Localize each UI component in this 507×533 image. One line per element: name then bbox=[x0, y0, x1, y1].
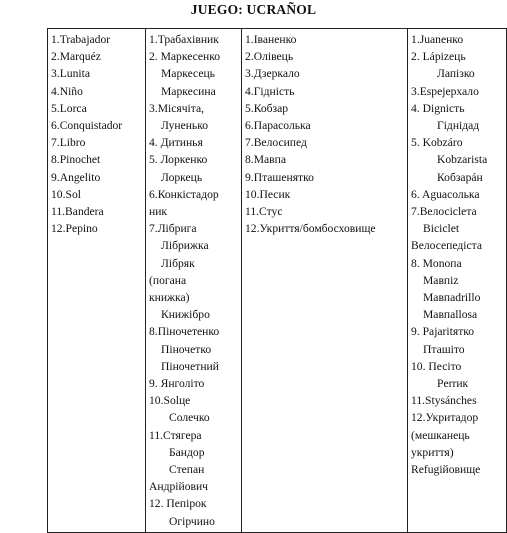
list-item: 1.Juanенко bbox=[411, 33, 464, 46]
list-item: 9.Пташенятко bbox=[245, 170, 314, 184]
list-item: 5.Кобзар bbox=[245, 101, 289, 115]
list-item: 5. Лоркенко bbox=[149, 153, 208, 167]
list-item: 12.Укритадор bbox=[411, 411, 479, 425]
list-item: 2.Олівець bbox=[245, 50, 294, 64]
list-item: 8.Піночетенко bbox=[149, 325, 220, 339]
page-title: JUEGO: UCRAÑOL bbox=[190, 2, 317, 17]
list-item: 6.Конкістадор bbox=[149, 187, 219, 201]
word-game-table bbox=[47, 28, 507, 533]
list-item: укриття) bbox=[411, 445, 454, 459]
list-item: 8.Мавпа bbox=[245, 153, 286, 167]
list-item: Мавпallosa bbox=[423, 308, 478, 322]
list-item: Лапізко bbox=[437, 67, 475, 81]
list-item: 7.Libro bbox=[51, 136, 86, 150]
list-item: 9. Pajaritятко bbox=[411, 325, 475, 339]
column-spanish-words bbox=[48, 29, 146, 533]
list-item: (погана bbox=[149, 273, 187, 287]
list-item: 4.Гідність bbox=[245, 84, 295, 98]
list-item: 4. Dignість bbox=[411, 101, 465, 115]
list-item: Луненько bbox=[161, 119, 209, 133]
list-item: 4. Дитинья bbox=[149, 136, 203, 150]
list-item: 5. Kobzáro bbox=[411, 136, 463, 150]
list-item: Гіднідад bbox=[437, 119, 480, 133]
list-item: Refugiйовище bbox=[411, 463, 481, 477]
list-item: Огірчино bbox=[169, 514, 215, 528]
list-item: Піночетний bbox=[161, 359, 219, 373]
column-ukrainized-spanish bbox=[146, 29, 242, 533]
list-item: Пташіто bbox=[423, 342, 465, 356]
list-item: Маркесець bbox=[161, 67, 215, 81]
list-item: 6.Парасолька bbox=[245, 119, 311, 133]
list-item: 3.Espejерхало bbox=[411, 84, 479, 98]
list-item: 11.Bandera bbox=[51, 205, 104, 219]
list-item: книжка) bbox=[149, 291, 190, 305]
list-item: Лоркець bbox=[161, 170, 203, 184]
list-item: Степан bbox=[169, 463, 205, 477]
list-item: Kobzarista bbox=[437, 153, 488, 167]
list-item: 7.Велосипед bbox=[245, 136, 307, 150]
list-item: Книжібро bbox=[161, 308, 210, 322]
list-item: 10. Песіто bbox=[411, 359, 462, 373]
column-hispanized-ukrainian bbox=[408, 29, 507, 533]
list-item: 8. Monoпа bbox=[411, 256, 462, 270]
list-item: Лібрижка bbox=[161, 239, 209, 253]
list-item: (мешканець bbox=[411, 428, 470, 442]
list-item: 3.Місячіта, bbox=[149, 101, 205, 115]
list-item: 1.Іваненко bbox=[245, 33, 297, 46]
table-row bbox=[48, 29, 507, 533]
list-item: 11.Стягера bbox=[149, 428, 202, 442]
list-item: Perrик bbox=[437, 377, 469, 391]
list-item: 2. Lápizець bbox=[411, 50, 466, 64]
list-item: Андрійович bbox=[149, 480, 209, 494]
list-item: Лібряк bbox=[161, 256, 195, 270]
list-item: 1.Trabajador bbox=[51, 33, 111, 46]
list-item: Кобзарáн bbox=[437, 170, 483, 184]
list-item: ник bbox=[149, 205, 168, 219]
list-item: 2. Маркесенко bbox=[149, 50, 221, 64]
list-item: 11.Stysánches bbox=[411, 394, 477, 408]
list-item: 11.Стус bbox=[245, 205, 283, 219]
list-item: Піночетко bbox=[161, 342, 212, 356]
list-item: 3.Дзеркало bbox=[245, 67, 300, 81]
list-item: Велосепедіста bbox=[411, 239, 483, 253]
list-item: Бандор bbox=[169, 445, 205, 459]
list-item: 9. Янголіто bbox=[149, 377, 205, 391]
list-item: 10.Песик bbox=[245, 187, 291, 201]
list-item: Мавпiz bbox=[423, 273, 459, 287]
list-item: 6. Aguaсолька bbox=[411, 187, 480, 201]
list-item: 5.Lorca bbox=[51, 101, 87, 115]
list-item: 10.Sol bbox=[51, 187, 81, 201]
list-item: Маркесина bbox=[161, 84, 216, 98]
list-item: 4.Niño bbox=[51, 84, 83, 98]
list-item: 3.Lunita bbox=[51, 67, 90, 81]
column-ukrainian-words bbox=[242, 29, 408, 533]
list-item: 1.Трабахівник bbox=[149, 33, 219, 46]
list-item: 2.Marquéz bbox=[51, 50, 101, 64]
list-item: 12.Укриття/бомбосховище bbox=[245, 222, 376, 236]
list-item: 9.Angelito bbox=[51, 170, 101, 184]
list-item: 10.Solце bbox=[149, 394, 191, 408]
list-item: 12. Пепірок bbox=[149, 497, 207, 511]
list-item: Bicіclet bbox=[423, 222, 460, 236]
list-item: Солечко bbox=[169, 411, 210, 425]
list-item: 7.Велосіclета bbox=[411, 205, 477, 219]
list-item: 6.Conquistador bbox=[51, 119, 123, 133]
list-item: Мавпadrillo bbox=[423, 291, 481, 305]
list-item: 7.Лібрига bbox=[149, 222, 197, 236]
list-item: 12.Pepino bbox=[51, 222, 98, 236]
list-item: 8.Pinochet bbox=[51, 153, 101, 167]
